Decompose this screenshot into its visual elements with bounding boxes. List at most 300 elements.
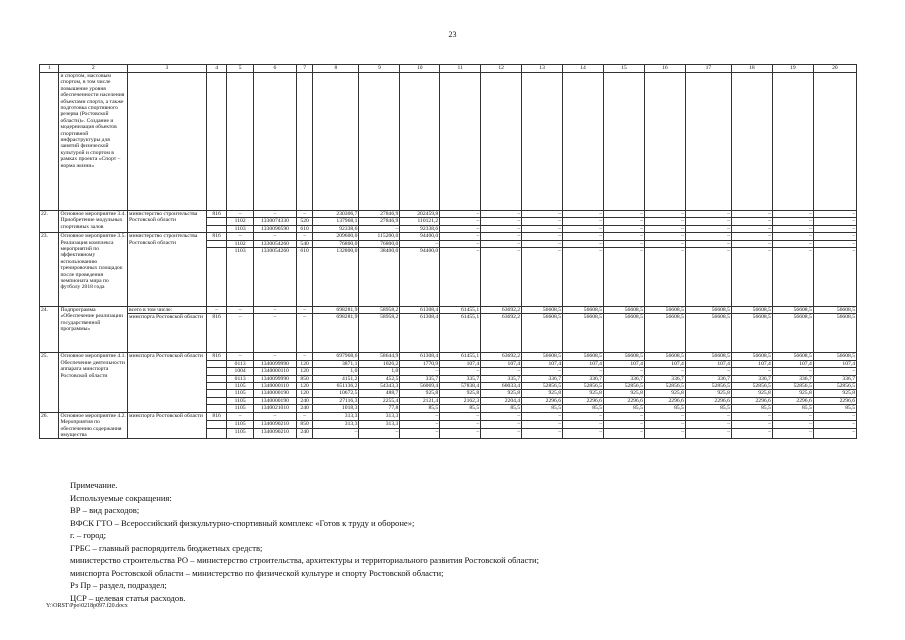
empty-cell — [313, 73, 359, 211]
value-cell: – — [400, 412, 440, 420]
value-cell: 816 — [206, 211, 226, 218]
value-cell — [206, 421, 226, 429]
value-cell: – — [253, 412, 296, 420]
value-cell: 58644,9 — [359, 353, 400, 360]
value-cell: – — [481, 368, 522, 375]
column-header: 9 — [359, 65, 400, 73]
value-cell: 56608,5 — [522, 314, 563, 353]
value-cell: – — [481, 211, 522, 218]
empty-cell — [563, 73, 604, 211]
value-cell: 336,7 — [522, 375, 563, 382]
value-cell: 52856,5 — [731, 383, 772, 390]
value-cell: – — [440, 218, 481, 225]
value-cell: 2255,4 — [359, 397, 400, 404]
value-cell: – — [644, 421, 685, 429]
empty-cell — [440, 73, 481, 211]
value-cell: – — [440, 248, 481, 307]
value-cell: 2296,6 — [563, 397, 604, 404]
value-cell: – — [227, 314, 254, 353]
value-cell: 202459,8 — [400, 211, 440, 218]
value-cell: – — [253, 353, 296, 360]
value-cell: 1103 — [227, 225, 254, 232]
value-cell: 0113 — [227, 375, 254, 382]
value-cell: – — [731, 218, 772, 225]
value-cell: – — [563, 218, 604, 225]
value-cell: – — [296, 211, 312, 218]
value-cell: 85,5 — [603, 405, 644, 412]
value-cell: 120 — [296, 360, 312, 367]
value-cell: 925,8 — [481, 390, 522, 397]
value-cell: 1102 — [227, 240, 254, 247]
value-cell — [206, 429, 226, 439]
value-cell: – — [603, 240, 644, 247]
value-cell: 1340021010 — [253, 405, 296, 412]
value-cell: – — [206, 307, 226, 314]
row-number-cell: 25. — [40, 353, 59, 412]
value-cell: 336,7 — [603, 375, 644, 382]
value-cell: – — [685, 225, 731, 232]
value-cell: 92338,6 — [400, 225, 440, 232]
value-cell: 850 — [296, 375, 312, 382]
value-cell: – — [440, 412, 481, 420]
value-cell: 52856,5 — [813, 383, 856, 390]
value-cell: 56608,5 — [644, 307, 685, 314]
value-cell: 488,7 — [359, 390, 400, 397]
value-cell: 56608,5 — [644, 314, 685, 353]
value-cell: – — [481, 218, 522, 225]
value-cell: – — [481, 225, 522, 232]
empty-cell — [772, 73, 813, 211]
empty-cell — [227, 73, 254, 211]
value-cell: – — [603, 225, 644, 232]
value-cell: 1105 — [227, 390, 254, 397]
column-header: 20 — [813, 65, 856, 73]
value-cell: 56608,5 — [772, 353, 813, 360]
value-cell: 85,5 — [400, 405, 440, 412]
table-body — [40, 65, 857, 439]
table-row — [40, 353, 857, 360]
value-cell: 313,3 — [359, 412, 400, 420]
value-cell: – — [227, 233, 254, 240]
value-cell: 85,5 — [772, 405, 813, 412]
value-cell: 85,5 — [481, 405, 522, 412]
value-cell: 336,7 — [563, 375, 604, 382]
value-cell: 925,8 — [685, 390, 731, 397]
value-cell: 56608,5 — [685, 314, 731, 353]
column-header: 14 — [563, 65, 604, 73]
value-cell: – — [296, 353, 312, 360]
value-cell: – — [227, 307, 254, 314]
value-cell: 313,3 — [313, 412, 359, 420]
value-cell: 94400,0 — [400, 233, 440, 240]
value-cell: 2296,6 — [772, 397, 813, 404]
value-cell: 27846,9 — [359, 211, 400, 218]
value-cell: 56608,5 — [603, 307, 644, 314]
value-cell: 107,4 — [522, 360, 563, 367]
value-cell: – — [227, 353, 254, 360]
value-cell: – — [522, 429, 563, 439]
value-cell: 61308,4 — [400, 314, 440, 353]
value-cell: 120 — [296, 383, 312, 390]
value-cell: 336,7 — [731, 375, 772, 382]
column-header: 12 — [481, 65, 522, 73]
empty-cell — [359, 73, 400, 211]
value-cell — [206, 375, 226, 382]
page-number: 23 — [448, 30, 457, 39]
row-name-cell: Основное мероприятие 4.2. Мероприятия по обеспечению содержания имущества — [60, 412, 126, 438]
value-cell: – — [731, 368, 772, 375]
table-row — [40, 211, 857, 218]
value-cell: 52856,5 — [644, 383, 685, 390]
value-cell: 1105 — [227, 383, 254, 390]
value-cell: 651136,2 — [313, 383, 359, 390]
value-cell: – — [440, 233, 481, 240]
value-cell: – — [522, 218, 563, 225]
notes-block — [70, 479, 870, 604]
executor-cell: всего в том числе: — [128, 307, 207, 314]
value-cell: 1770,9 — [400, 360, 440, 367]
row-number-cell: 23. — [40, 233, 59, 307]
column-header: 6 — [253, 65, 296, 73]
value-cell: 107,4 — [563, 360, 604, 367]
value-cell: – — [685, 233, 731, 240]
value-cell — [206, 218, 226, 225]
value-cell: 38400,0 — [359, 248, 400, 307]
value-cell: 107,4 — [772, 360, 813, 367]
value-cell: – — [481, 429, 522, 439]
value-cell: 816 — [206, 353, 226, 360]
value-cell: 56608,5 — [813, 314, 856, 353]
value-cell: 335,7 — [440, 375, 481, 382]
value-cell: – — [227, 412, 254, 420]
value-cell: 92338,6 — [313, 225, 359, 232]
value-cell: 56608,5 — [731, 314, 772, 353]
value-cell: 3871,1 — [313, 360, 359, 367]
value-cell: – — [603, 233, 644, 240]
value-cell: 1102 — [227, 218, 254, 225]
value-cell: – — [731, 429, 772, 439]
value-cell: 56608,5 — [813, 307, 856, 314]
value-cell: 94400,0 — [400, 248, 440, 307]
value-cell: – — [253, 211, 296, 218]
value-cell: 107,4 — [481, 360, 522, 367]
row-name-cell: Подпрограмма «Обеспечение реализации государственной программы» — [59, 307, 128, 353]
value-cell: 85,5 — [522, 405, 563, 412]
value-cell: 61455,1 — [440, 307, 481, 314]
value-cell: – — [813, 412, 856, 420]
value-cell: – — [731, 248, 772, 307]
column-header: 19 — [772, 65, 813, 73]
empty-cell — [644, 73, 685, 211]
value-cell: 2296,6 — [644, 397, 685, 404]
value-cell: – — [644, 248, 685, 307]
value-cell: 2162,3 — [440, 397, 481, 404]
value-cell: – — [644, 429, 685, 439]
value-cell: – — [772, 225, 813, 232]
value-cell: – — [685, 429, 731, 439]
value-cell: 1105 — [227, 421, 254, 429]
column-header: 13 — [522, 65, 563, 73]
value-cell: 56608,5 — [522, 353, 563, 360]
value-cell: – — [772, 233, 813, 240]
value-cell: 56608,5 — [603, 314, 644, 353]
value-cell: – — [772, 248, 813, 307]
value-cell: 2204,4 — [481, 397, 522, 404]
note-line: Примечание. — [70, 480, 118, 490]
column-header: 7 — [296, 65, 312, 73]
value-cell: – — [313, 429, 359, 439]
value-cell: – — [603, 211, 644, 218]
value-cell: 1330054260 — [253, 240, 296, 247]
row-name-cell: и спортом, массовым спортом, в том числе повышение уровня обеспеченности населения объектами спорта, а также подготовка спортивного резерва (Ростовской области)». Создание и модернизация объектов спортивной инфраструктуры для занятий физической культурой и спортом в рамках проекта «Спорт – норма жизни» — [59, 73, 128, 211]
value-cell: – — [772, 218, 813, 225]
value-cell: 1340099990 — [253, 375, 296, 382]
value-cell: 816 — [206, 412, 226, 420]
continuation-row — [40, 73, 857, 211]
value-cell: – — [296, 307, 312, 314]
value-cell: 61308,4 — [400, 307, 440, 314]
value-cell: – — [563, 368, 604, 375]
value-cell: 336,7 — [813, 375, 856, 382]
value-cell: 57838,4 — [440, 383, 481, 390]
value-cell: 1103 — [227, 248, 254, 307]
value-cell: 56608,5 — [772, 314, 813, 353]
value-cell: 313,3 — [313, 421, 359, 429]
empty-cell — [253, 73, 296, 211]
row-name-cell: Основное мероприятие 3.5. Реализация комплекса мероприятий по эффективному использованию тренировочных площадок после проведения чемпионата мира по футболу 2018 года — [59, 233, 128, 307]
value-cell: 230306,7 — [313, 211, 359, 218]
value-cell: 850 — [296, 421, 312, 429]
note-line: ГРБС – главный распорядитель бюджетных средств; — [70, 542, 263, 553]
column-header: 11 — [440, 65, 481, 73]
value-cell: – — [813, 429, 856, 439]
value-cell: – — [685, 218, 731, 225]
value-cell: 1340099990 — [253, 360, 296, 367]
column-header: 5 — [227, 65, 254, 73]
value-cell: 85,5 — [440, 405, 481, 412]
value-cell: – — [440, 240, 481, 247]
value-cell: 52856,5 — [522, 383, 563, 390]
value-cell: – — [813, 225, 856, 232]
column-header: 16 — [644, 65, 685, 73]
note-line: ЦСР – целевая статья расходов. — [70, 592, 186, 603]
value-cell: – — [685, 211, 731, 218]
empty-cell — [731, 73, 772, 211]
note-line: Используемые сокращения: — [70, 492, 172, 503]
value-cell: – — [772, 368, 813, 375]
value-cell: 2121,4 — [400, 397, 440, 404]
column-header: 10 — [400, 65, 440, 73]
value-cell: 85,5 — [813, 405, 856, 412]
value-cell: 1330054260 — [253, 248, 296, 307]
value-cell: – — [563, 421, 604, 429]
value-cell: 452,5 — [359, 375, 400, 382]
value-cell: – — [644, 233, 685, 240]
value-cell: 63692,2 — [481, 307, 522, 314]
value-cell: – — [440, 421, 481, 429]
value-cell: – — [400, 421, 440, 429]
note-line: ВР – вид расходов; — [70, 505, 140, 515]
value-cell: 107,4 — [603, 360, 644, 367]
value-cell: 540 — [296, 240, 312, 247]
empty-cell — [813, 73, 856, 211]
value-cell: 925,8 — [603, 390, 644, 397]
value-cell: 120 — [296, 368, 312, 375]
value-cell: 1330090590 — [253, 225, 296, 232]
value-cell: 1026,2 — [359, 360, 400, 367]
value-cell: – — [522, 240, 563, 247]
value-cell: 63692,2 — [481, 353, 522, 360]
row-number-cell: 24. — [40, 307, 59, 353]
value-cell: 107,4 — [731, 360, 772, 367]
value-cell: 85,5 — [644, 405, 685, 412]
value-cell: 1330074330 — [253, 218, 296, 225]
value-cell: – — [563, 248, 604, 307]
value-cell: – — [296, 233, 312, 240]
value-cell: 336,7 — [644, 375, 685, 382]
executor-cell: минспорта Ростовской области — [128, 353, 207, 412]
row-name-cell: Основное мероприятие 4.1. Обеспечение деятельности аппарата минспорта Ростовской области — [59, 353, 128, 412]
value-cell: 4151,2 — [313, 375, 359, 382]
value-cell: 925,8 — [563, 390, 604, 397]
value-cell: – — [644, 240, 685, 247]
value-cell: 10672,5 — [313, 390, 359, 397]
value-cell: – — [644, 412, 685, 420]
value-cell: – — [813, 248, 856, 307]
value-cell: 240 — [296, 405, 312, 412]
value-cell: – — [563, 240, 604, 247]
value-cell: – — [813, 233, 856, 240]
value-cell: 1105 — [227, 405, 254, 412]
value-cell: – — [685, 412, 731, 420]
column-header: 8 — [313, 65, 359, 73]
value-cell: – — [440, 429, 481, 439]
empty-cell — [400, 73, 440, 211]
table-row — [40, 314, 857, 353]
empty-cell — [296, 73, 312, 211]
value-cell: 115200,0 — [359, 233, 400, 240]
value-cell: 137968,1 — [313, 218, 359, 225]
value-cell: 85,5 — [563, 405, 604, 412]
value-cell: – — [731, 225, 772, 232]
value-cell: – — [731, 211, 772, 218]
empty-cell — [206, 73, 226, 211]
value-cell: 1340090210 — [253, 421, 296, 429]
value-cell: – — [359, 429, 400, 439]
note-line: ВФСК ГТО – Всероссийский физкультурно-спортивный комплекс «Готов к труду и обороне»; — [70, 517, 415, 528]
table-row — [40, 233, 857, 240]
value-cell: – — [813, 368, 856, 375]
value-cell: 56608,5 — [813, 353, 856, 360]
value-cell: – — [440, 211, 481, 218]
value-cell: – — [522, 211, 563, 218]
value-cell: 56608,5 — [685, 307, 731, 314]
value-cell: – — [772, 412, 813, 420]
value-cell: – — [644, 225, 685, 232]
value-cell: 697968,6 — [313, 353, 359, 360]
value-cell — [206, 397, 226, 404]
value-cell: – — [563, 412, 604, 420]
empty-cell — [481, 73, 522, 211]
value-cell: – — [685, 421, 731, 429]
value-cell: 698281,9 — [313, 314, 359, 353]
value-cell: 1105 — [227, 397, 254, 404]
value-cell: – — [227, 211, 254, 218]
value-cell: 52856,5 — [563, 383, 604, 390]
value-cell: 925,8 — [731, 390, 772, 397]
value-cell: – — [644, 211, 685, 218]
value-cell: 56608,5 — [603, 353, 644, 360]
row-name-cell: Основное мероприятие 3.4. Приобретение модульных спортивных залов — [59, 211, 128, 233]
value-cell: 110121,2 — [400, 218, 440, 225]
value-cell: – — [253, 233, 296, 240]
value-cell — [206, 390, 226, 397]
value-cell: 0113 — [227, 360, 254, 367]
value-cell: 85,5 — [685, 405, 731, 412]
value-cell: 56608,5 — [563, 353, 604, 360]
value-cell: 1004 — [227, 368, 254, 375]
value-cell: – — [400, 429, 440, 439]
value-cell — [206, 225, 226, 232]
empty-cell — [128, 73, 207, 211]
value-cell: 1340000110 — [253, 368, 296, 375]
value-cell: – — [603, 429, 644, 439]
value-cell: 56608,5 — [685, 353, 731, 360]
value-cell: 107,4 — [813, 360, 856, 367]
value-cell: 1340000190 — [253, 397, 296, 404]
row-number-cell: 26. — [40, 412, 59, 439]
empty-cell — [685, 73, 731, 211]
value-cell: – — [685, 368, 731, 375]
row-number-cell — [40, 73, 59, 211]
value-cell: 56069,4 — [400, 383, 440, 390]
value-cell: 2296,6 — [522, 397, 563, 404]
value-cell: – — [563, 211, 604, 218]
value-cell: 56608,5 — [731, 307, 772, 314]
value-cell: 56608,5 — [644, 353, 685, 360]
executor-cell: министерство строительства Ростовской области — [128, 211, 207, 233]
value-cell: 27846,9 — [359, 218, 400, 225]
value-cell: – — [522, 225, 563, 232]
value-cell: – — [603, 218, 644, 225]
value-cell: 107,4 — [685, 360, 731, 367]
value-cell: 85,5 — [731, 405, 772, 412]
value-cell — [206, 383, 226, 390]
value-cell: – — [731, 412, 772, 420]
value-cell: – — [563, 233, 604, 240]
value-cell: 209600,0 — [313, 233, 359, 240]
value-cell: 56608,5 — [731, 353, 772, 360]
value-cell: 698281,9 — [313, 307, 359, 314]
value-cell: – — [772, 240, 813, 247]
value-cell: 240 — [296, 397, 312, 404]
value-cell: 132800,0 — [313, 248, 359, 307]
value-cell: 63692,2 — [481, 314, 522, 353]
value-cell: – — [400, 240, 440, 247]
value-cell: 52856,5 — [603, 383, 644, 390]
value-cell — [206, 368, 226, 375]
value-cell: 1018,3 — [313, 405, 359, 412]
column-header: 4 — [206, 65, 226, 73]
value-cell: 60033,4 — [481, 383, 522, 390]
executor-cell: минспорта Ростовской области — [128, 412, 207, 439]
value-cell: – — [772, 429, 813, 439]
value-cell: 925,8 — [522, 390, 563, 397]
value-cell: 56608,5 — [563, 307, 604, 314]
value-cell: – — [685, 240, 731, 247]
value-cell: – — [563, 429, 604, 439]
value-cell: 816 — [206, 233, 226, 240]
